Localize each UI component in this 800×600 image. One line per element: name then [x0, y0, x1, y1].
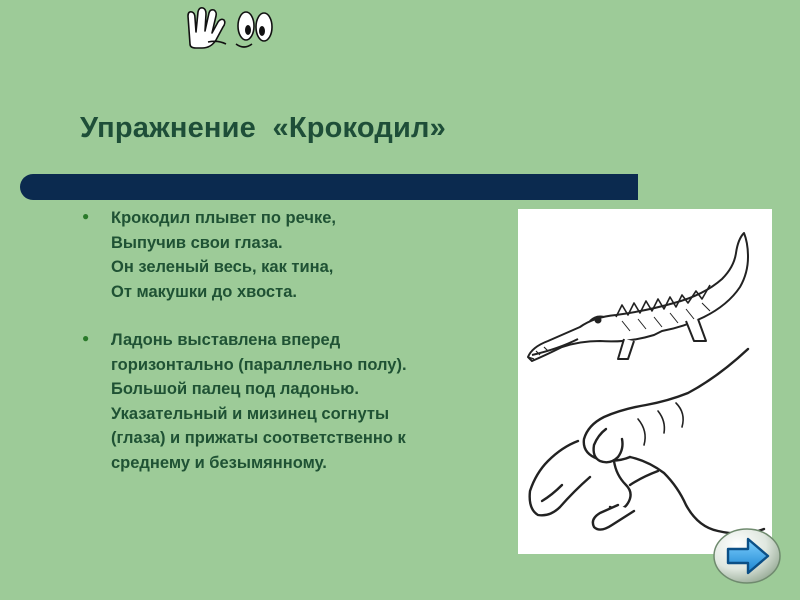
illustration-panel	[518, 209, 772, 554]
bullet-item-instructions	[82, 328, 518, 475]
instruction-line: Указательный и мизинец согнуты	[111, 404, 390, 423]
bullet-item-poem	[82, 206, 518, 304]
title-divider-bar	[20, 174, 638, 200]
slide-title: Упражнение «Крокодил»	[80, 112, 446, 144]
poem-line: Он зеленый весь, как тина,	[111, 258, 334, 276]
instruction-line: горизонтально (параллельно полу).	[111, 355, 407, 374]
poem-line: От макушки до хвоста.	[111, 282, 297, 301]
next-arrow-button[interactable]	[712, 527, 782, 585]
instruction-line: Ладонь выставлена вперед	[111, 331, 341, 349]
bullet-list	[82, 206, 518, 499]
waving-hand-eyes-icon	[178, 4, 282, 54]
instruction-line: среднему и безымянному.	[111, 453, 327, 472]
bullet-dot: ●	[82, 209, 90, 223]
bullet-dot: ●	[82, 331, 90, 345]
instruction-line: (глаза) и прижаты соответственно к	[111, 429, 406, 447]
hand-gesture-icon	[530, 349, 764, 534]
poem-line: Крокодил плывет по речке,	[111, 209, 336, 227]
instruction-line: Большой палец под ладонью.	[111, 380, 359, 398]
crocodile-icon	[528, 233, 748, 361]
poem-line: Выпучив свои глаза.	[111, 233, 283, 252]
